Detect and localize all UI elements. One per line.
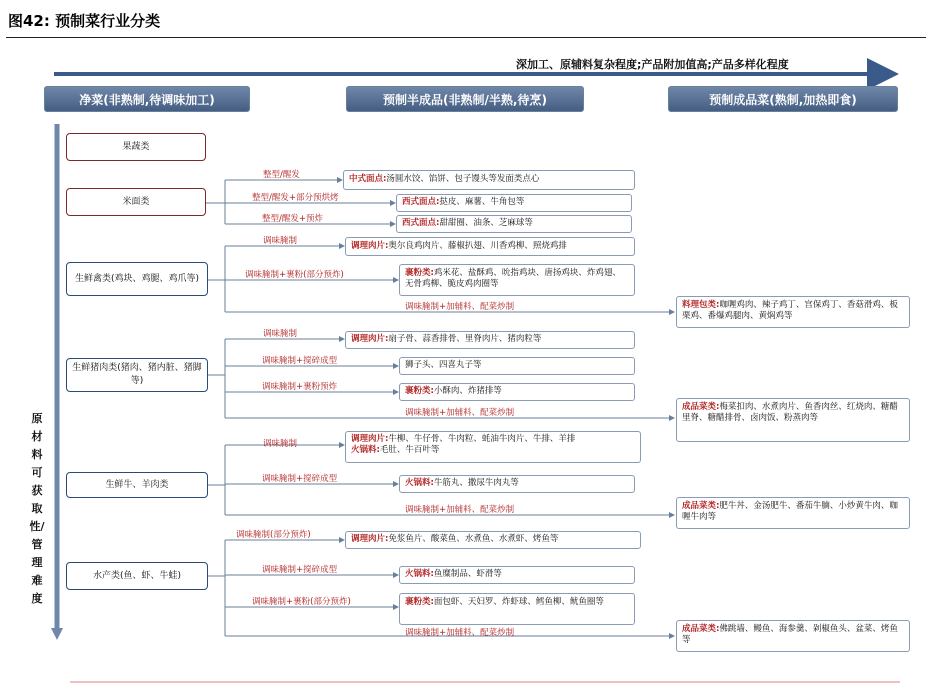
process-label: 整型/醒发+预炸 bbox=[262, 214, 323, 224]
process-label: 调味腌制+裹粉(部分预炸) bbox=[245, 270, 344, 280]
product-box: 西式面点: 挞皮、麻薯、牛角包等 bbox=[396, 194, 632, 212]
category-aquatic: 水产类(鱼、虾、牛蛙) bbox=[66, 562, 208, 590]
category-pork: 生鲜猪肉类(猪肉、猪内脏、猪脚等) bbox=[66, 358, 208, 392]
process-label: 调味腌制+搅碎成型 bbox=[262, 474, 338, 484]
process-label: 调味腌制 bbox=[263, 439, 298, 449]
product-box: 狮子头、四喜丸子等 bbox=[399, 357, 635, 375]
product-box: 成品菜类:梅菜扣肉、水煮肉片、鱼香肉丝、红烧肉、糖醋里脊、糖醋排骨、卤肉饭、粉蒸肉等 bbox=[676, 398, 910, 442]
process-label: 调味腌制+加辅料、配菜炒制 bbox=[405, 408, 515, 418]
header-clean-veg: 净菜(非熟制,待调味加工) bbox=[44, 86, 250, 112]
product-box: 调理肉片: 免浆鱼片、酸菜鱼、水煮鱼、水煮虾、烤鱼等 bbox=[345, 531, 641, 549]
process-label: 调味腌制+裹粉(部分预炸) bbox=[252, 597, 351, 607]
product-box: 调理肉片: 奥尔良鸡肉片、藤椒扒翅、川香鸡柳、照烧鸡排 bbox=[345, 237, 635, 256]
product-box: 成品菜类:佛跳墙、鳗鱼、海参羹、剁椒鱼头、盆菜、烤鱼等 bbox=[676, 620, 910, 652]
process-label: 调味腌制+搅碎成型 bbox=[262, 565, 338, 575]
process-label: 调味腌制 bbox=[263, 236, 298, 246]
top-caption: 深加工、原辅料复杂程度;产品附加值高;产品多样化程度 bbox=[516, 58, 789, 71]
category-rice-noodle: 米面类 bbox=[66, 188, 206, 216]
header-semi-finished: 预制半成品(非熟制/半熟,待烹) bbox=[346, 86, 584, 112]
product-box: 火锅料: 牛筋丸、撒尿牛肉丸等 bbox=[399, 475, 635, 493]
product-box: 成品菜类:肥牛丼、金汤肥牛、番茄牛腩、小炒黄牛肉、咖喱牛肉等 bbox=[676, 497, 910, 529]
product-box: 中式面点: 汤圆水饺、馅饼、包子馒头等发面类点心 bbox=[343, 170, 635, 190]
product-box: 裹粉类: 小酥肉、炸猪排等 bbox=[399, 383, 635, 401]
product-box: 裹粉类:鸡米花、盐酥鸡、吮指鸡块、唐扬鸡块、炸鸡翅、无骨鸡柳、脆皮鸡肉圈等 bbox=[399, 264, 635, 296]
process-label: 调味腌制+加辅料、配菜炒制 bbox=[405, 628, 515, 638]
process-label: 整型/醒发+部分预烘烤 bbox=[252, 193, 339, 203]
product-box: 火锅料: 鱼糜制品、虾滑等 bbox=[399, 566, 635, 584]
category-poultry: 生鲜禽类(鸡块、鸡腿、鸡爪等) bbox=[66, 262, 208, 296]
header-finished: 预制成品菜(熟制,加热即食) bbox=[668, 86, 898, 112]
process-label: 调味腌制(部分预炸) bbox=[236, 530, 311, 540]
category-beef-lamb: 生鲜牛、羊肉类 bbox=[66, 472, 208, 498]
process-label: 整型/醒发 bbox=[263, 170, 300, 180]
process-label: 调味腌制+加辅料、配菜炒制 bbox=[405, 505, 515, 515]
product-box: 西式面点: 甜甜圈、油条、芝麻球等 bbox=[396, 215, 632, 233]
product-box: 裹粉类:面包虾、天妇罗、炸虾球、鳕鱼柳、鱿鱼圈等 bbox=[399, 593, 635, 625]
process-label: 调味腌制+裹粉预炸 bbox=[262, 382, 338, 392]
product-box: 调理肉片:牛柳、牛仔骨、牛肉粒、蚝油牛肉片、牛排、羊排 火锅料:毛肚、牛百叶等 bbox=[345, 431, 641, 463]
category-fruit-veg: 果蔬类 bbox=[66, 133, 206, 161]
process-label: 调味腌制+加辅料、配菜炒制 bbox=[405, 302, 515, 312]
product-box: 调理肉片: 扇子骨、蒜香排骨、里脊肉片、猪肉粒等 bbox=[345, 331, 635, 349]
process-label: 调味腌制 bbox=[263, 329, 298, 339]
vertical-axis-label: 原材料可获取性/管理难度 bbox=[29, 412, 45, 605]
product-box: 料理包类:咖喱鸡肉、辣子鸡丁、宫保鸡丁、香菇滑鸡、板栗鸡、番爆鸡腿肉、黄焖鸡等 bbox=[676, 296, 910, 328]
process-label: 调味腌制+搅碎成型 bbox=[262, 356, 338, 366]
figure-title: 图42: 预制菜行业分类 bbox=[8, 12, 161, 30]
